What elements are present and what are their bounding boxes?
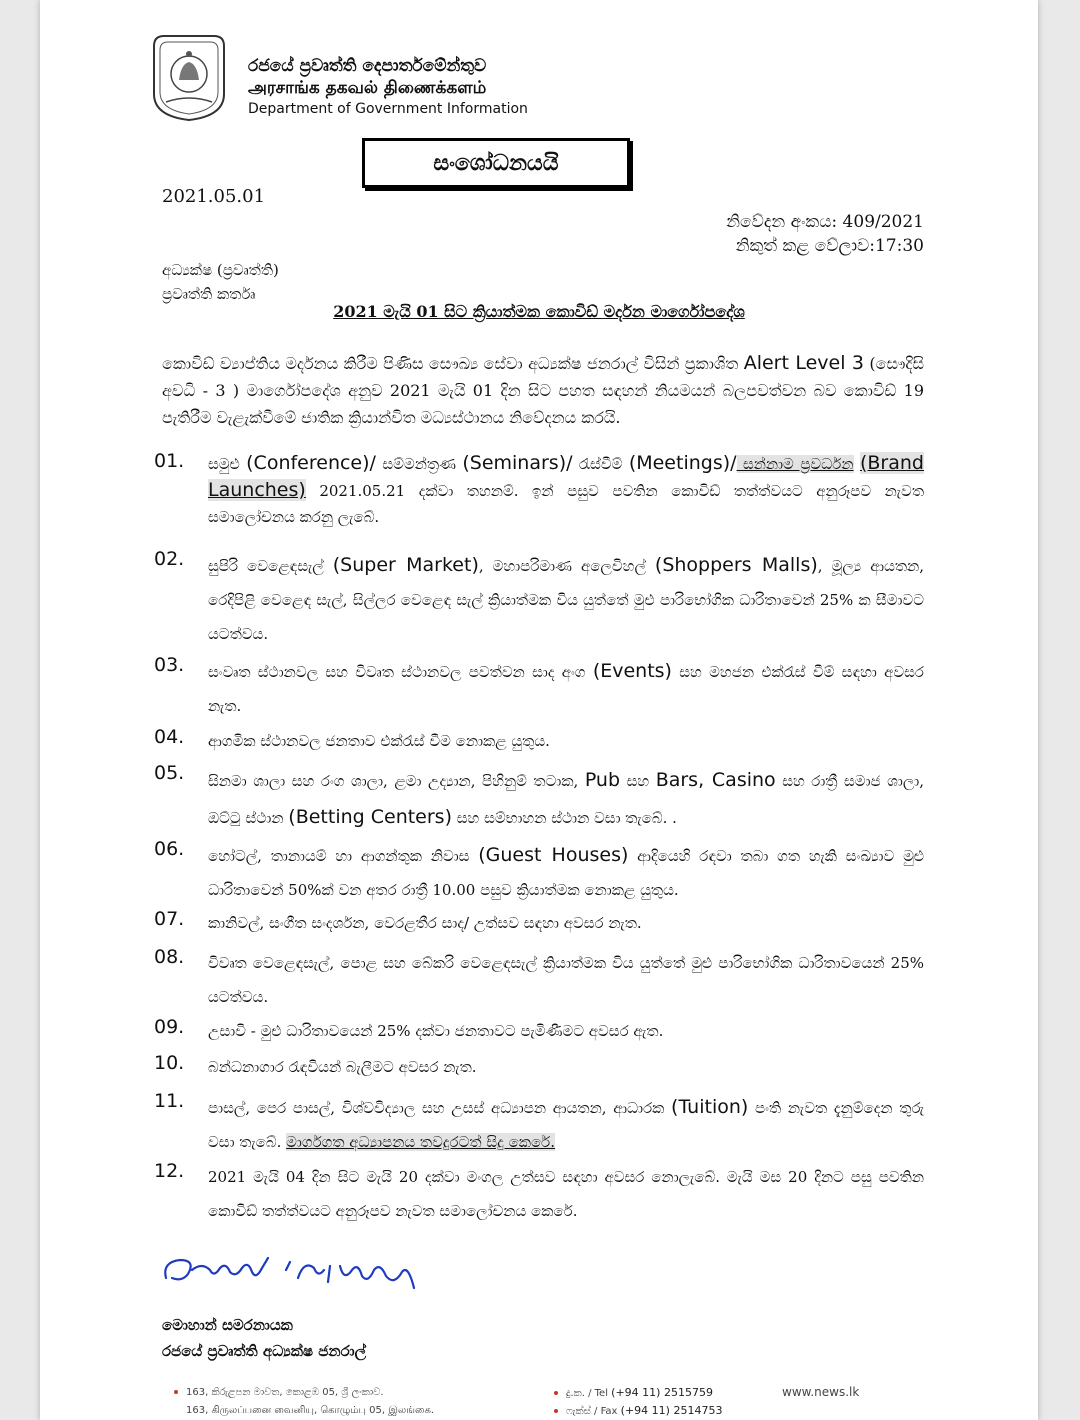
item-text: 2021 මැයි 04 දින සිට මැයි 20 දක්වා මංගල උත්සව සඳහා අවසර නොලැබේ. මැයි මස 20 දිනට පසු පවතින කොවිඩ් තත්ත්වයට අනුරූපව නැවත සමාලෝචනය කෙරේ.	[208, 1168, 924, 1220]
highlighted-text: (Brand Launches)	[208, 452, 924, 501]
signatory-block	[162, 1312, 366, 1364]
intro-text: (සෞදිසි අවධි - 3 ) මාර්ගෝපදේශ අනුව 2021 මැයි 01 දින සිට පහත සඳහන් නියමයන් බලපවත්වන බව කොවිඩ් 19 පැතිරීම වැළැක්වීමේ ජාතික ක්‍රියාන්විත මධ්‍යස්ථානය නිවේදනය කරයි.	[162, 354, 924, 427]
intro-text: කොවිඩ් ව්‍යාප්තිය මර්දනය කිරීම පිණිස සෞඛ්‍ය සේවා අධ්‍යක්ෂ ජනරාල් විසින් ප්‍රකාශිත	[162, 354, 744, 373]
item-text: ආගමික ස්ථානවල ජනතාව එක්රැස් වීම නොකළ යුතුය.	[208, 732, 550, 750]
handwritten-signature	[158, 1248, 428, 1304]
item-number: 02.	[154, 548, 185, 570]
item-text: සිනමා ශාලා සහ රංග ශාලා, ළමා උද්‍යාන, පිහිනුම් තටාක, Pub සහ Bars, Casino සහ රාත්‍රී සමාජ ශාලා, ඔට්ටු ස්ථාන (Betting Centers) සහ සම්භාහන ස්ථාන වසා තැබේ. .	[208, 769, 924, 828]
item-number: 01.	[154, 450, 185, 472]
bullet-icon	[554, 1391, 558, 1395]
release-number: නිවේදන අංකය: 409/2021	[726, 212, 924, 232]
item-number: 04.	[154, 726, 185, 748]
item-number: 09.	[154, 1016, 185, 1038]
item-text: කානිවල්, සංගීත සංදර්ශන, වෙරළතීර සාද/ උත්සව සඳහා අවසර නැත.	[208, 914, 642, 932]
bullet-icon	[174, 1390, 178, 1394]
highlighted-text: මාර්ගගත අධ්‍යාපනය තවදුරටත් සිදු කෙරේ.	[286, 1133, 556, 1151]
addressee-line: ප්‍රවෘත්ති කර්තෘ	[162, 285, 256, 303]
bullet-icon	[554, 1409, 558, 1413]
department-name-sinhala: රජයේ ප්‍රවෘත්ති දෙපාර්තමේන්තුව	[248, 56, 487, 76]
document-title-box: සංශෝධනයයි	[362, 138, 630, 188]
item-text: සුපිරි වෙළෙඳසැල් (Super Market), මහාපරිමාණ අලෙවිහල් (Shoppers Malls), මූල්‍ය ආයතන, රෙදිපිළි වෙළෙඳ සැල්, සිල්ලර වෙළෙඳ සැල් ක්‍රියාත්මක විය යුත්තේ මුළු පාරිභෝගික ධාරිතාවෙන් 25% ක සීමාවට යටත්වය.	[208, 554, 925, 643]
item-text: උසාවි - මුළු ධාරිතාවයෙන් 25% දක්වා ජනතාවට පැමිණීමට අවසර ඇත.	[208, 1022, 664, 1040]
item-number: 06.	[154, 838, 185, 860]
signatory-title: රජයේ ප්‍රවෘත්ති අධ්‍යක්ෂ ජනරාල්	[162, 1342, 367, 1360]
item-number: 08.	[154, 946, 185, 968]
release-date: 2021.05.01	[162, 186, 266, 207]
item-text: පාසල්, පෙර පාසල්, විශ්වවිද්‍යාල සහ උසස් අධ්‍යාපන ආයතන, ආධාරක (Tuition) පංති නැවත දැනුම්දෙන තුරු වසා තැබේ. මාර්ගගත අධ්‍යාපනය තවදුරටත් සිදු කෙරේ.	[208, 1096, 924, 1151]
item-number: 03.	[154, 654, 185, 676]
item-number: 05.	[154, 762, 185, 784]
footer-fax: ෆැක්ස් / Fax (+94 11) 2514753	[554, 1404, 722, 1417]
subject-heading: 2021 මැයි 01 සිට ක්‍රියාත්මක කොවිඩ් මර්දන මාර්ගෝපදේශ	[333, 302, 745, 321]
highlighted-text: සන්නාම ප්‍රවර්ධන	[736, 455, 854, 473]
department-name-english: Department of Government Information	[248, 101, 528, 117]
footer-address-sinhala: 163, කිරුළපන මාවත, කොළඹ 05, ශ්‍රී ලංකාව.	[174, 1387, 384, 1398]
addressee-line: අධ්‍යක්ෂ (ප්‍රවෘත්ති)	[162, 261, 279, 279]
release-time: නිකුත් කළ වේලාව:17:30	[735, 236, 924, 256]
footer-address-tamil: 163, கிருலப்பனை வைனியு, கொழும்பு 05, இலங்கை.	[186, 1405, 435, 1416]
footer-telephone: දු.ක. / Tel (+94 11) 2515759	[554, 1386, 713, 1399]
item-number: 12.	[154, 1160, 185, 1182]
intro-paragraph	[162, 350, 924, 431]
item-number: 11.	[154, 1090, 185, 1112]
item-text: සංවෘත ස්ථානවල සහ විවෘත ස්ථානවල පවත්වන සාද අංග (Events) සහ මහජන එක්රැස් වීම් සඳහා අවසර නැත.	[208, 660, 924, 715]
signatory-name: මොහාන් සමරනායක	[162, 1316, 293, 1334]
item-number: 07.	[154, 908, 185, 930]
item-text: සමුළු (Conference)/ සම්මන්ත්‍රණ (Seminars)/ රැස්වීම් (Meetings)/ සන්නාම ප්‍රවර්ධන (Brand Launches) 2021.05.21 දක්වා තහනම්. ඉන් පසුව පවතින කොවිඩ් තත්ත්වයට අනුරූපව නැවත සමාලෝචනය කරනු ලැබේ.	[208, 452, 924, 526]
item-number: 10.	[154, 1052, 185, 1074]
item-text: හෝටල්, තානායම් හා ආගන්තුක නිවාස (Guest Houses) ආදියෙහි රඳවා තබා ගත හැකි සංඛ්‍යාව මුළු ධාරිතාවෙන් 50%ක් වන අතර රාත්‍රී 10.00 පසුව ක්‍රියාත්මක නොකළ යුතුය.	[208, 844, 925, 899]
department-name-tamil: அரசாங்க தகவல் திணைக்களம்	[248, 78, 487, 98]
addressee-block	[162, 258, 279, 306]
document-page	[40, 0, 1038, 1420]
alert-level: Alert Level 3	[743, 352, 864, 374]
item-text: විවෘත වෙළෙඳසැල්, පොළ සහ බේකරි වෙළෙඳසැල් ක්‍රියාත්මක විය යුත්තේ මුළු පාරිභෝගික ධාරිතාවයෙන් 25% යටත්වය.	[208, 954, 924, 1006]
footer-website[interactable]: www.news.lk	[782, 1385, 860, 1399]
release-reference	[726, 210, 924, 258]
government-seal-icon	[146, 32, 232, 122]
item-text: බන්ධනාගාර රැඳවියන් බැලීමට අවසර නැත.	[208, 1058, 477, 1076]
